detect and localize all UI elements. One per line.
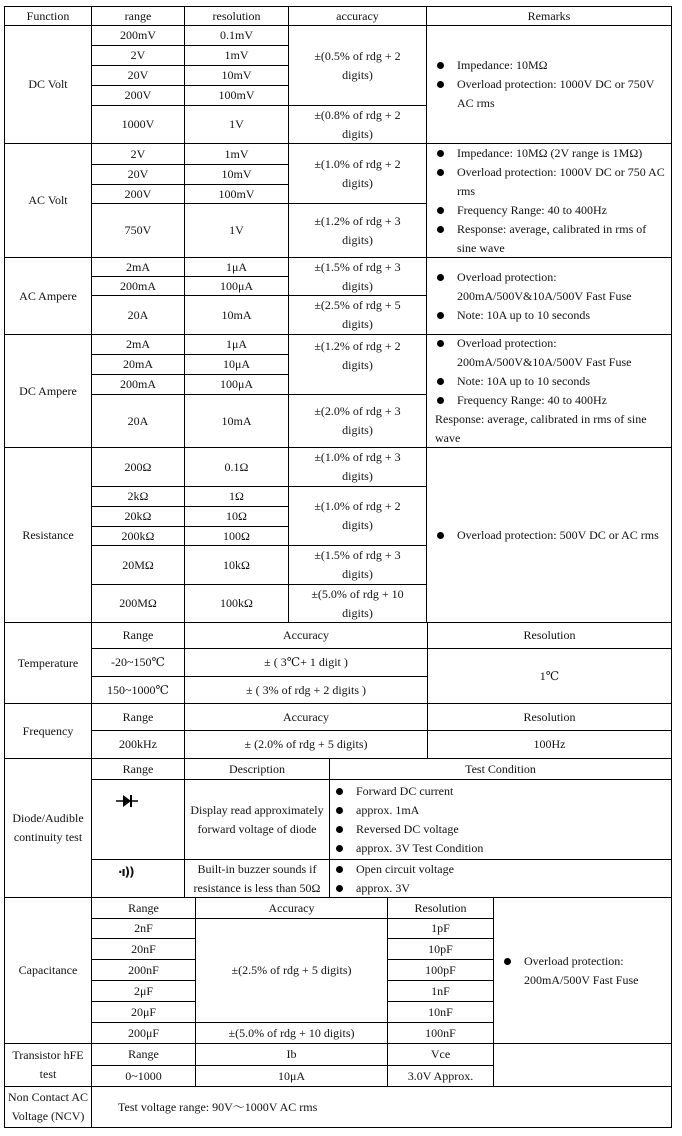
table-cell: 200mA <box>91 276 185 296</box>
table-cell: 2μF <box>91 980 196 1002</box>
header-range: range <box>91 6 185 26</box>
transistor-label: Transistor hFE test <box>4 1043 92 1087</box>
table-cell: 10μA <box>184 354 289 375</box>
table-cell: 1000V <box>91 105 185 144</box>
table-cell: ± (2.0% of rdg + 5 digits) <box>184 730 428 759</box>
table-cell: 100nF <box>387 1022 494 1044</box>
table-cell: 1V <box>184 105 289 144</box>
table-cell: 100μA <box>184 276 289 296</box>
table-cell: 2V <box>91 45 185 66</box>
table-cell: 10mA <box>184 295 289 335</box>
buzzer-symbol-cell <box>91 859 185 898</box>
table-cell: 2mA <box>91 257 185 277</box>
accuracy-cell: ±(1.5% of rdg + 3 digits) <box>288 545 427 585</box>
diode-symbol-icon <box>116 794 140 814</box>
table-cell: 1mV <box>184 45 289 66</box>
table-cell: 20V <box>91 65 185 86</box>
capacitance-label: Capacitance <box>4 897 92 1044</box>
remarks-cell: Overload protection: 200mA/500V&10A/500V Fast Fuse Note: 10A up to 10 seconds Frequency Range: 40 to 400Hz Response: average, calibrated in rms of sine wave <box>426 334 672 448</box>
accuracy-cell: ±(5.0% of rdg + 10 digits) <box>288 584 427 623</box>
accuracy-cell: ±(1.0% of rdg + 2 digits) <box>288 486 427 546</box>
ac-volt-label: AC Volt <box>4 143 92 258</box>
table-cell: 10mV <box>184 164 289 185</box>
table-cell: 200V <box>91 85 185 106</box>
column-header: Vce <box>387 1043 494 1066</box>
diode-symbol-cell <box>91 779 185 860</box>
table-cell: 10Ω <box>184 506 289 527</box>
remarks-cell: Impedance: 10MΩ (2V range is 1MΩ) Overload protection: 1000V DC or 750 AC rms Frequency Range: 40 to 400Hz Response: average, calibrated in rms of sine wave <box>426 143 672 258</box>
accuracy-cell: ±(2.0% of rdg + 3 digits) <box>288 394 427 448</box>
accuracy-cell: ±(5.0% of rdg + 10 digits) <box>195 1022 388 1044</box>
table-cell: 10pF <box>387 938 494 960</box>
diode-description-cell: Display read approximately forward voltage of diode <box>184 779 330 860</box>
table-cell: 2nF <box>91 918 196 939</box>
table-cell: 20μF <box>91 1001 196 1023</box>
table-cell: 1nF <box>387 980 494 1002</box>
column-header: Range <box>91 1043 196 1066</box>
column-header: Range <box>91 622 185 649</box>
table-cell: 10kΩ <box>184 545 289 585</box>
remarks-cell: Impedance: 10MΩ Overload protection: 1000V DC or 750V AC rms <box>426 25 672 144</box>
table-cell: -20~150℃ <box>91 648 185 677</box>
table-cell: 10nF <box>387 1001 494 1023</box>
buzzer-description-cell: Built-in buzzer sounds if resistance is less than 50Ω <box>184 859 330 898</box>
ac-ampere-label: AC Ampere <box>4 257 92 335</box>
table-cell: ± ( 3% of rdg + 2 digits ) <box>184 676 428 704</box>
table-cell: 20mA <box>91 354 185 375</box>
table-cell: 3.0V Approx. <box>387 1065 494 1087</box>
header-resolution: resolution <box>184 6 289 26</box>
table-cell: 200kΩ <box>91 526 185 546</box>
column-header: Accuracy <box>184 622 428 649</box>
header-accuracy: accuracy <box>288 6 427 26</box>
table-cell: 1Ω <box>184 486 289 507</box>
accuracy-cell: ±(1.0% of rdg + 3 digits) <box>288 447 427 487</box>
table-cell: 200V <box>91 184 185 204</box>
accuracy-cell: ±(1.2% of rdg + 3 digits) <box>288 203 427 258</box>
column-header: Test Condition <box>329 758 672 780</box>
column-header: Resolution <box>387 897 494 919</box>
table-cell: 100kΩ <box>184 584 289 623</box>
table-cell: 100Hz <box>427 730 672 759</box>
table-cell: 10μA <box>195 1065 388 1087</box>
table-cell: 200Ω <box>91 447 185 487</box>
accuracy-cell: ±(0.5% of rdg + 2 digits) <box>288 25 427 106</box>
frequency-label: Frequency <box>4 703 92 759</box>
accuracy-cell: ±(1.0% of rdg + 2 digits) <box>288 143 427 204</box>
table-cell: 1℃ <box>427 648 672 704</box>
table-cell: 100μA <box>184 374 289 395</box>
accuracy-cell: ±(1.2% of rdg + 2 digits) <box>288 334 427 395</box>
table-cell: 20V <box>91 164 185 185</box>
dc-ampere-label: DC Ampere <box>4 334 92 448</box>
table-cell: 1μA <box>184 257 289 277</box>
ncv-label: Non Contact AC Voltage (NCV) <box>4 1086 92 1128</box>
accuracy-cell: ±(2.5% of rdg + 5 digits) <box>288 295 427 335</box>
table-cell: 200kHz <box>91 730 185 759</box>
table-cell: 2V <box>91 143 185 165</box>
table-cell: 20A <box>91 295 185 335</box>
accuracy-cell: ±(1.5% of rdg + 3 digits) <box>288 257 427 296</box>
table-cell: 750V <box>91 203 185 258</box>
resistance-label: Resistance <box>4 447 92 623</box>
header-function: Function <box>4 6 92 26</box>
table-cell: 1mV <box>184 143 289 165</box>
table-cell: 100mV <box>184 184 289 204</box>
table-cell: 2mA <box>91 334 185 355</box>
table-cell: 1V <box>184 203 289 258</box>
column-header: Range <box>91 758 185 780</box>
column-header: Range <box>91 703 185 731</box>
table-cell: 20A <box>91 394 185 448</box>
diode-label: Diode/Audible continuity test <box>4 758 92 898</box>
dc-volt-label: DC Volt <box>4 25 92 144</box>
column-header: Accuracy <box>184 703 428 731</box>
empty-cell <box>493 1043 672 1087</box>
table-cell: 0.1mV <box>184 25 289 46</box>
table-cell: 1μA <box>184 334 289 355</box>
column-header: Accuracy <box>195 897 388 919</box>
temperature-label: Temperature <box>4 622 92 704</box>
column-header: Range <box>91 897 196 919</box>
table-cell: 10mV <box>184 65 289 86</box>
table-cell: 100pF <box>387 959 494 981</box>
column-header: Ib <box>195 1043 388 1066</box>
table-cell: 0.1Ω <box>184 447 289 487</box>
table-cell: 20nF <box>91 938 196 960</box>
column-header: Resolution <box>427 622 672 649</box>
remarks-cell: Overload protection: 200mA/500V&10A/500V Fast Fuse Note: 10A up to 10 seconds <box>426 257 672 335</box>
table-cell: 150~1000℃ <box>91 676 185 704</box>
accuracy-cell: ±(2.5% of rdg + 5 digits) <box>195 918 388 1023</box>
ncv-value: Test voltage range: 90V～1000V AC rms <box>91 1086 672 1128</box>
table-cell: 20kΩ <box>91 506 185 527</box>
table-cell: 1pF <box>387 918 494 939</box>
table-cell: 0~1000 <box>91 1065 196 1087</box>
accuracy-cell: ±(0.8% of rdg + 2 digits) <box>288 105 427 144</box>
column-header: Description <box>184 758 330 780</box>
remarks-cell: Overload protection: 500V DC or AC rms <box>426 447 672 623</box>
table-cell: 10mA <box>184 394 289 448</box>
table-cell: 200nF <box>91 959 196 981</box>
table-cell: 20MΩ <box>91 545 185 585</box>
buzzer-sound-icon: ·ı)) <box>118 865 134 879</box>
table-cell: 100Ω <box>184 526 289 546</box>
table-cell: 100mV <box>184 85 289 106</box>
table-cell: 2kΩ <box>91 486 185 507</box>
remarks-cell: Overload protection: 200mA/500V Fast Fuse <box>493 897 672 1044</box>
table-cell: 200mV <box>91 25 185 46</box>
column-header: Resolution <box>427 703 672 731</box>
table-cell: 200mA <box>91 374 185 395</box>
header-remarks: Remarks <box>426 6 672 26</box>
table-cell: ± ( 3℃+ 1 digit ) <box>184 648 428 677</box>
table-cell: 200μF <box>91 1022 196 1044</box>
diode-symbol-svg <box>116 794 140 808</box>
table-cell: 200MΩ <box>91 584 185 623</box>
buzzer-condition-cell: Open circuit voltage approx. 3V <box>329 859 672 898</box>
diode-condition-cell: Forward DC current approx. 1mA Reversed DC voltage approx. 3V Test Condition <box>329 779 672 860</box>
